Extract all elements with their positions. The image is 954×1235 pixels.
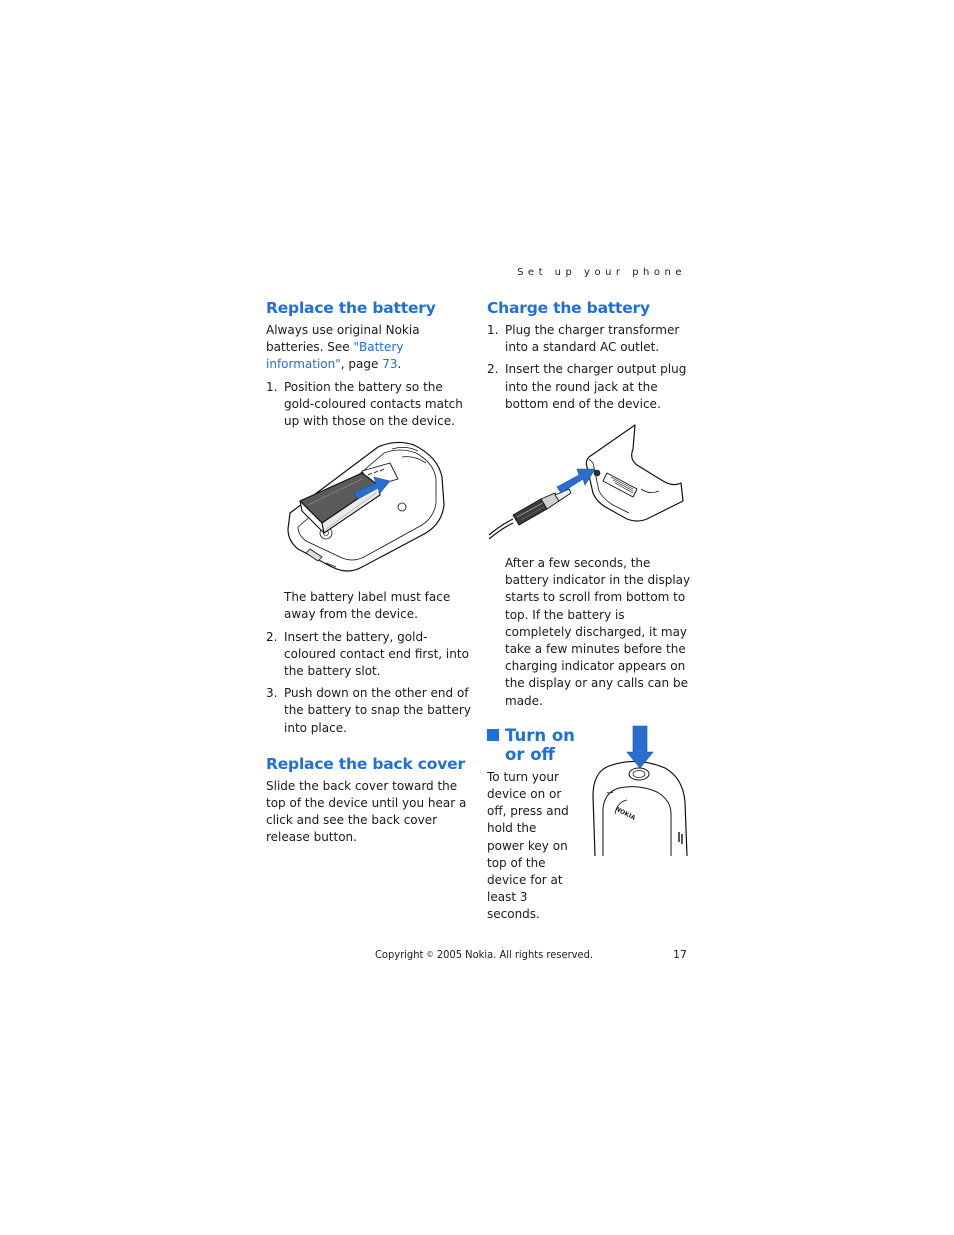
left-column [266, 299, 471, 852]
replace-back-cover-text: Slide the back cover toward the top of the device until you hear a click and see the back cover release button. [266, 778, 467, 845]
replace-back-cover-heading: Replace the back cover [266, 754, 465, 773]
list-item [266, 685, 471, 737]
turn-on-off-section [487, 726, 692, 924]
step-text: Plug the charger transformer into a standard AC outlet. [505, 323, 680, 355]
step-number: 1. [266, 379, 278, 394]
page-73-link[interactable]: 73 [382, 357, 398, 372]
step-text: Insert the battery, gold-coloured contact end first, into the battery slot. [284, 629, 469, 679]
replace-battery-steps-a [266, 379, 471, 431]
replace-battery-steps-b [266, 629, 471, 737]
heading-line-1: Turn on [505, 725, 575, 745]
charge-battery-heading: Charge the battery [487, 299, 650, 317]
charge-battery-steps [487, 322, 692, 413]
intro-end: . [397, 357, 402, 372]
list-item [266, 629, 471, 681]
copyright-footer [375, 948, 593, 961]
list-item [266, 379, 471, 431]
step-text: Position the battery so the gold-coloured contacts match up with those on the device. [284, 379, 463, 429]
step-text: Insert the charger output plug into the round jack at the bottom end of the device. [505, 362, 687, 411]
list-item [487, 322, 692, 356]
running-header: Set up your phone [517, 267, 686, 278]
intro-mid: , page [340, 357, 383, 372]
battery-label-note: The battery label must face away from the device. [284, 590, 451, 622]
intro-text: Always use original Nokia batteries. See [266, 323, 420, 355]
charging-followup-text: After a few seconds, the battery indicator in the display starts to scroll from bottom to top. If the battery is completely discharged, it may take a few minutes before the charging indicator appears on the display or any calls can be made. [505, 556, 691, 708]
battery-information-link[interactable]: "Battery information" [266, 340, 404, 372]
replace-battery-intro [266, 322, 471, 374]
step-number: 1. [487, 323, 499, 337]
step-text: Push down on the other end of the battery to snap the battery into place. [284, 686, 471, 735]
page-number: 17 [673, 948, 687, 961]
step-number: 2. [487, 362, 499, 377]
step-number: 3. [266, 686, 278, 701]
copyright-pre: Copyright [375, 948, 427, 961]
list-item [487, 361, 692, 413]
phone-brand-logo: NOKIA [614, 805, 637, 822]
step-number: 2. [266, 629, 278, 644]
copyright-post: 2005 Nokia. All rights reserved. [433, 948, 594, 961]
heading-line-2: or off [505, 744, 555, 764]
copyright-symbol: © [426, 950, 434, 959]
charger-connection-illustration [487, 423, 687, 543]
right-column [487, 299, 692, 929]
battery-insertion-illustration [266, 435, 466, 577]
turn-on-off-text: To turn your device on or off, press and hold the power key on top of the device for at least 3 seconds. [487, 769, 569, 922]
replace-battery-heading: Replace the battery [266, 299, 436, 317]
power-key-illustration [587, 722, 691, 862]
heading-square-icon [487, 729, 499, 741]
